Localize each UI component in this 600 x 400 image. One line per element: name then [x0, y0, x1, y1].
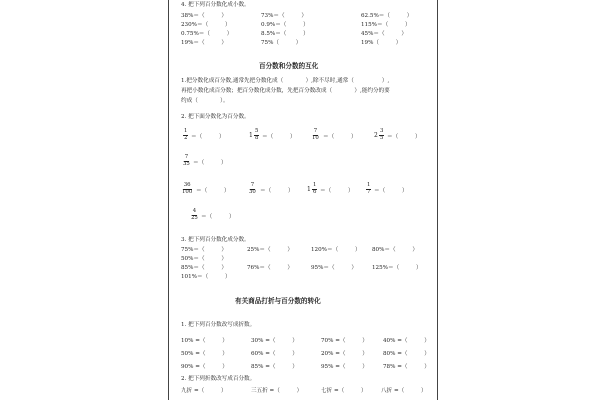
whole-number: 2 [374, 132, 378, 139]
exercise-item: 19%（ ） [361, 40, 402, 46]
exercise-item: 8.5%＝（ ） [261, 31, 309, 37]
exercise-item: 80%＝（ ） [372, 247, 418, 253]
fraction: $\frac{7}{35}$ [183, 154, 190, 167]
exercise-item: 20% =（ ） [321, 351, 368, 357]
whole-number: 1 [307, 186, 311, 193]
exercise-item: 38%＝（ ） [181, 13, 227, 19]
answer-blank: ＝（ ） [323, 134, 357, 140]
question-title: 3. 把下列百分数化成分数。 [181, 237, 250, 243]
section-heading: 有关商品打折与百分数的转化 [235, 297, 321, 305]
fraction: $\frac{1}{6}$ [313, 182, 317, 195]
exercise-item: 101%＝（ ） [181, 274, 231, 280]
exercise-item: 85%＝（ ） [181, 265, 227, 271]
fraction: $\frac{1}{2}$ [184, 128, 188, 141]
answer-blank: ＝（ ） [191, 134, 225, 140]
exercise-item: 62.5%＝（ ） [361, 13, 413, 19]
exercise-item: 0.75%＝（ ） [181, 31, 233, 37]
exercise-item: 45%＝（ ） [361, 31, 407, 37]
exercise-item: 78% =（ ） [383, 364, 430, 370]
exercise-item: 九折 =（ ） [181, 388, 227, 394]
fraction: $\frac{36}{100}$ [182, 182, 193, 195]
answer-blank: ＝（ ） [196, 188, 230, 194]
exercise-item: 115%＝（ ） [361, 22, 411, 28]
exercise-item: 125%＝（ ） [372, 265, 422, 271]
question-title: 2. 把下面分数化为百分数。 [181, 114, 250, 120]
exercise-item: 90% =（ ） [181, 364, 228, 370]
fraction: $\frac{7}{10}$ [312, 128, 319, 141]
exercise-item: 30% =（ ） [251, 338, 298, 344]
exercise-item: 76%＝（ ） [247, 265, 293, 271]
exercise-item: 40% =（ ） [383, 338, 430, 344]
answer-blank: ＝（ ） [193, 160, 227, 166]
exercise-item: 10% =（ ） [181, 338, 228, 344]
exercise-item: 70% =（ ） [321, 338, 368, 344]
exercise-item: 95% =（ ） [321, 364, 368, 370]
exercise-item: 19%＝（ ） [181, 40, 227, 46]
question-text: 约成（ ）。 [181, 98, 229, 104]
fraction: $\frac{3}{5}$ [380, 128, 384, 141]
exercise-item: 60% =（ ） [251, 351, 298, 357]
answer-blank: ＝（ ） [201, 214, 235, 220]
fraction: $\frac{5}{8}$ [255, 128, 259, 141]
answer-blank: ＝（ ） [262, 134, 296, 140]
section-heading: 百分数和分数的互化 [259, 62, 319, 70]
whole-number: 1 [249, 132, 253, 139]
answer-blank: ＝（ ） [374, 188, 408, 194]
exercise-item: 75%＝（ ） [181, 247, 227, 253]
exercise-item: 230%＝（ ） [181, 22, 231, 28]
exercise-item: 75%（ ） [261, 40, 302, 46]
exercise-item: 七折 =（ ） [321, 388, 367, 394]
exercise-item: 三五折 =（ ） [251, 388, 303, 394]
exercise-item: 80% =（ ） [383, 351, 430, 357]
exercise-item: 85% =（ ） [251, 364, 298, 370]
exercise-item: 0.9%＝（ ） [261, 22, 309, 28]
fraction: $\frac{1}{7}$ [367, 182, 371, 195]
exercise-item: 25%＝（ ） [247, 247, 293, 253]
section-title: 4. 把下列百分数化成小数。 [181, 2, 250, 8]
exercise-item: 120%＝（ ） [311, 247, 361, 253]
fraction: $\frac{4}{25}$ [191, 208, 198, 221]
question-text: 1.把分数化成百分数,通常先把分数化成（ ）,除不尽时,通常（ ）, [181, 78, 390, 84]
answer-blank: ＝（ ） [387, 134, 421, 140]
question-title: 1. 把下列百分数改写成折数。 [181, 322, 256, 328]
answer-blank: ＝（ ） [320, 188, 354, 194]
worksheet-page [168, 0, 438, 400]
exercise-item: 50%＝（ ） [181, 256, 227, 262]
question-text: 再把小数化成百分数；把百分数化成分数，先把百分数改成（ ）,能约分的要 [181, 88, 390, 94]
answer-blank: ＝（ ） [260, 188, 294, 194]
exercise-item: 95%＝（ ） [311, 265, 357, 271]
exercise-item: 50% =（ ） [181, 351, 228, 357]
exercise-item: 73%＝（ ） [261, 13, 307, 19]
question-title: 2. 把下列折数改写成百分数。 [181, 376, 256, 382]
fraction: $\frac{7}{30}$ [249, 182, 256, 195]
exercise-item: 八折 =（ ） [381, 388, 427, 394]
